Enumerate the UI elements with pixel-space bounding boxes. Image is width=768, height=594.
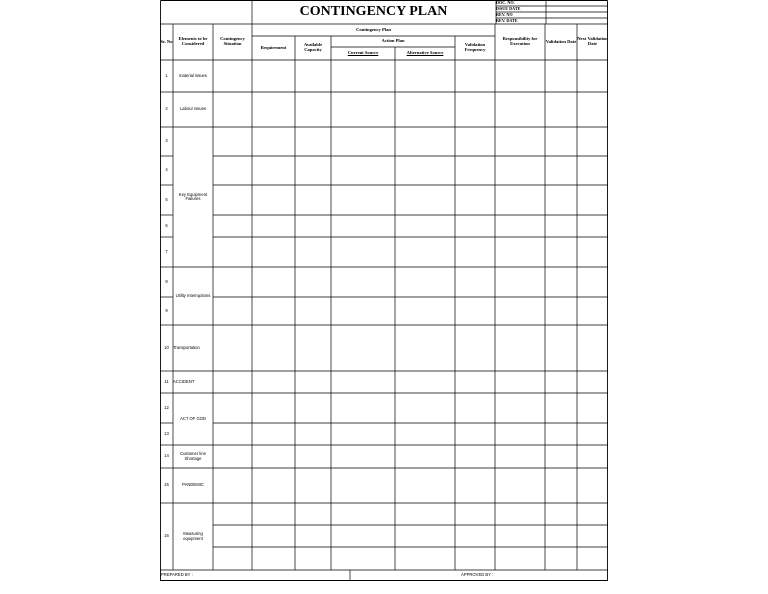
row-number: 11 — [164, 378, 169, 384]
header-situation: Contingency Situation — [220, 36, 245, 46]
header-requirement: Requirement — [260, 44, 287, 50]
issue-date-label: ISSUE DATE — [496, 5, 521, 11]
row-number: 1 — [165, 72, 168, 78]
element-label: Key Equipment Failures — [178, 191, 208, 201]
approved-by-label: APPROVED BY : — [461, 571, 494, 577]
element-label: Utility Interruptions — [175, 292, 211, 298]
row-number: 8 — [165, 278, 168, 284]
header-next-validation-date: Next Validation Date — [577, 36, 608, 46]
element-label: Customer line Shortage — [180, 451, 206, 461]
header-action-plan: Action Plan — [381, 38, 405, 44]
row-number: 16 — [164, 533, 169, 539]
row-number: 12 — [164, 404, 169, 410]
row-number: 9 — [165, 307, 168, 313]
contingency-plan-sheet — [160, 0, 608, 581]
row-number: 5 — [165, 196, 168, 202]
row-number: 13 — [164, 430, 169, 436]
element-label: ACCIDENT — [173, 378, 195, 384]
header-contingency-plan: Contingency Plan — [356, 26, 391, 32]
header-responsibility: Responsibility for Execution — [502, 36, 538, 46]
header-validation-date: Validation Date — [545, 38, 577, 44]
header-available-capacity: Available Capacity — [303, 42, 323, 52]
element-label: material issues — [179, 72, 207, 78]
header-sr-no: Sr. No — [160, 38, 173, 44]
row-number: 10 — [164, 344, 169, 350]
header-validation-frequency: Validation Frequency — [464, 42, 486, 52]
row-number: 15 — [164, 482, 169, 488]
row-number: 7 — [165, 248, 168, 254]
rev-date-label: REV. DATE — [496, 17, 518, 23]
header-elements: Elements to be Considered — [178, 36, 208, 46]
header-current-source: Current Source — [347, 50, 379, 56]
element-label: ACT OF GOD — [180, 415, 206, 421]
element-label: Labour issues — [179, 106, 207, 112]
table-grid — [160, 0, 608, 581]
doc-no-label: DOC. NO. — [496, 0, 515, 5]
element-label: Measuring equipment — [183, 531, 203, 541]
prepared-by-label: PREPARED BY : — [161, 571, 193, 577]
row-number: 2 — [165, 106, 168, 112]
row-number: 4 — [165, 167, 168, 173]
rev-no-label: REV. NO — [496, 11, 513, 17]
row-number: 6 — [165, 222, 168, 228]
row-number: 14 — [164, 453, 169, 459]
element-label: Transportation — [173, 344, 200, 350]
page-title: CONTINGENCY PLAN — [299, 3, 448, 19]
element-label: PANDEMIC — [182, 482, 204, 488]
row-number: 3 — [165, 138, 168, 144]
header-alternative-source: Alternative Source — [406, 50, 444, 56]
